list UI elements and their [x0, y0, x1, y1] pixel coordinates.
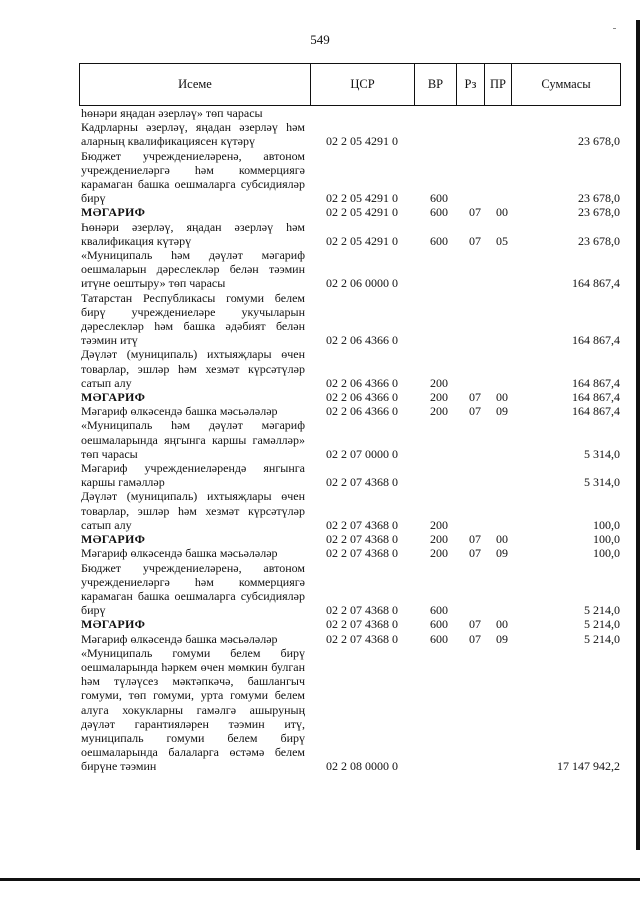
row-csr: 02 2 06 0000 0 [326, 276, 398, 291]
row-csr: 02 2 06 4366 0 [326, 390, 398, 405]
row-pr: 00 [496, 617, 508, 632]
table-row [79, 617, 624, 631]
table-row [79, 404, 624, 418]
row-name: Кадрларны әзерләү, яңадан әзерләү һәм аларның квалификациясен күтәрү [81, 120, 305, 149]
row-rz: 07 [469, 631, 481, 646]
row-pr: 00 [496, 205, 508, 220]
row-csr: 02 2 08 0000 0 [326, 759, 398, 774]
row-pr: 09 [496, 404, 508, 419]
header-sum: Суммасы [541, 77, 591, 91]
row-vr: 200 [430, 517, 448, 532]
row-sum: 5 314,0 [584, 475, 620, 490]
row-sum: 23 678,0 [578, 134, 620, 149]
row-sum: 23 678,0 [578, 191, 620, 206]
table-row [79, 632, 624, 646]
page-number: 549 [310, 32, 330, 47]
row-csr: 02 2 06 4366 0 [326, 333, 398, 348]
table-row [79, 646, 624, 774]
scan-border-bottom [0, 878, 640, 881]
row-name: МӘГАРИФ [81, 532, 146, 547]
row-name: «Муниципаль һәм дәүләт мәгариф оешмаларын дәреслекләр белән тәэмин итүне оештыру» төп чарасы [81, 248, 305, 291]
row-name: Бюджет учреждениеләренә, автоном учреждениеләргә һәм коммерциягә карамаган башка оешмаларга субсидияләр бирү [81, 560, 305, 618]
row-vr: 200 [430, 404, 448, 419]
row-vr: 600 [430, 233, 448, 248]
row-vr: 600 [430, 603, 448, 618]
row-csr: 02 2 07 4368 0 [326, 532, 398, 547]
row-csr: 02 2 07 4368 0 [326, 603, 398, 618]
row-name: Мәгариф өлкәсендә башка мәсьәләләр [81, 631, 278, 646]
row-sum: 5 214,0 [584, 631, 620, 646]
row-csr: 02 2 05 4291 0 [326, 233, 398, 248]
table-row [79, 347, 624, 390]
row-pr: 09 [496, 546, 508, 561]
row-vr: 200 [430, 390, 448, 405]
row-csr: 02 2 07 4368 0 [326, 517, 398, 532]
table-row [79, 390, 624, 404]
row-rz: 07 [469, 546, 481, 561]
row-name: Татарстан Республикасы гомуми белем бирү учреждениеләре укучыларын дәреслекләр һәм башка әдәбият белән тәэмин итү [81, 290, 305, 348]
row-csr: 02 2 05 4291 0 [326, 134, 398, 149]
row-sum: 164 867,4 [572, 333, 620, 348]
row-sum: 23 678,0 [578, 233, 620, 248]
row-name: Бюджет учреждениеләренә, автоном учреждениеләргә һәм коммерциягә карамаган башка оешмаларга субсидияләр бирү [81, 148, 305, 206]
table-row [79, 205, 624, 219]
row-name: Мәгариф өлкәсендә башка мәсьәләләр [81, 546, 278, 561]
table-row [79, 532, 624, 546]
table-row [79, 248, 624, 291]
row-csr: 02 2 07 4368 0 [326, 631, 398, 646]
scan-border-right [636, 20, 640, 850]
row-sum: 164 867,4 [572, 276, 620, 291]
table-body [79, 106, 639, 774]
row-csr: 02 2 06 4366 0 [326, 375, 398, 390]
row-name: Дәүләт (муниципаль) ихтыяҗлары өчен товарлар, эшләр һәм хезмәт күрсәтүләр сатып алу [81, 489, 305, 532]
row-csr: 02 2 07 4368 0 [326, 475, 398, 490]
table-row [79, 546, 624, 560]
row-name: МӘГАРИФ [81, 390, 146, 405]
table-row [79, 106, 624, 120]
row-vr: 200 [430, 546, 448, 561]
table-row [79, 461, 624, 489]
row-sum: 5 214,0 [584, 617, 620, 632]
table-row [79, 489, 624, 532]
header-vr: ВР [415, 64, 457, 105]
row-sum: 100,0 [593, 532, 620, 547]
table-header [79, 63, 621, 106]
row-pr: 05 [496, 233, 508, 248]
row-name: һөнәри яңадан әзерләү» төп чарасы [81, 106, 263, 120]
row-csr: 02 2 05 4291 0 [326, 205, 398, 220]
row-pr: 09 [496, 631, 508, 646]
row-name: Мәгариф учреждениеләрендә янгынга каршы гамәлләр [81, 461, 305, 490]
row-csr: 02 2 05 4291 0 [326, 191, 398, 206]
table-row [79, 418, 624, 461]
row-csr: 02 2 06 4366 0 [326, 404, 398, 419]
row-sum: 17 147 942,2 [557, 759, 620, 774]
row-rz: 07 [469, 617, 481, 632]
row-vr: 600 [430, 631, 448, 646]
row-vr: 600 [430, 617, 448, 632]
row-sum: 23 678,0 [578, 205, 620, 220]
row-vr: 600 [430, 191, 448, 206]
row-rz: 07 [469, 404, 481, 419]
row-sum: 164 867,4 [572, 390, 620, 405]
row-pr: 00 [496, 532, 508, 547]
table-row [79, 291, 624, 348]
row-rz: 07 [469, 233, 481, 248]
row-rz: 07 [469, 532, 481, 547]
row-name: МӘГАРИФ [81, 617, 146, 632]
header-csr: ЦСР [311, 64, 415, 105]
row-name: Һөнәри әзерләү, яңадан әзерләү һәм квалификация күтәрү [81, 219, 305, 248]
row-csr: 02 2 07 4368 0 [326, 617, 398, 632]
row-vr: 200 [430, 532, 448, 547]
row-csr: 02 2 07 4368 0 [326, 546, 398, 561]
table-row [79, 149, 624, 206]
table-row [79, 561, 624, 618]
row-vr: 200 [430, 375, 448, 390]
row-rz: 07 [469, 205, 481, 220]
row-sum: 100,0 [593, 546, 620, 561]
row-vr: 600 [430, 205, 448, 220]
row-sum: 5 314,0 [584, 446, 620, 461]
row-name: Дәүләт (муниципаль) ихтыяҗлары өчен товарлар, эшләр һәм хезмәт күрсәтүләр сатып алу [81, 347, 305, 390]
row-name: Мәгариф өлкәсендә башка мәсьәләләр [81, 404, 278, 419]
row-name: МӘГАРИФ [81, 205, 146, 220]
row-csr: 02 2 07 0000 0 [326, 446, 398, 461]
row-name: «Муниципаль һәм дәүләт мәгариф оешмаларында яңгынга каршы гамәлләр» төп чарасы [81, 418, 305, 461]
row-pr: 00 [496, 390, 508, 405]
header-name: Исеме [80, 64, 311, 105]
header-pr: ПР [485, 64, 512, 105]
table-row [79, 220, 624, 248]
row-sum: 164 867,4 [572, 404, 620, 419]
scan-mark [613, 28, 616, 29]
row-sum: 100,0 [593, 517, 620, 532]
row-sum: 5 214,0 [584, 603, 620, 618]
header-rz: Рз [457, 64, 485, 105]
row-name: «Муниципаль гомуми белем бирү оешмаларында һәркем өчен мөмкин булган һәм түләүсез мәктәпкәчә, башлангыч гомуми, төп гомуми, урта гомуми белем алуга хокукларны гамәлгә ашыруның дәүләт гарантияләрен тәэмин итү, муниципаль гомуми белем бирү оешмаларында балаларга өстәмә белем бирүне тәэмин [81, 645, 305, 774]
row-rz: 07 [469, 390, 481, 405]
table-row [79, 120, 624, 148]
row-sum: 164 867,4 [572, 375, 620, 390]
